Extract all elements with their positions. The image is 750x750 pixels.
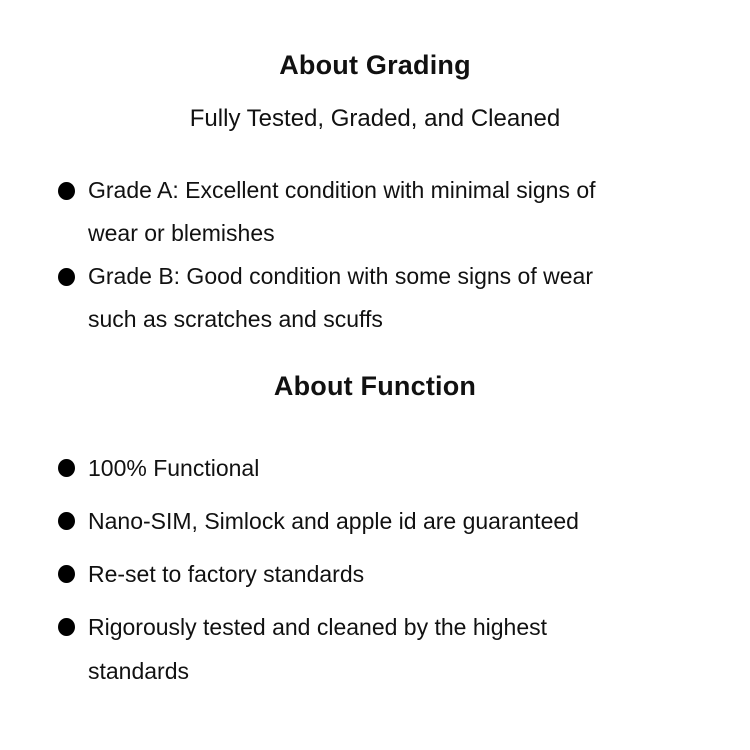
- list-item: [58, 605, 750, 693]
- bullet-icon: [58, 459, 75, 477]
- list-item: [58, 255, 750, 341]
- list-item: [58, 169, 750, 255]
- bullet-icon: [58, 618, 75, 636]
- bullet-icon: [58, 182, 75, 200]
- list-item: [58, 552, 750, 596]
- bullet-icon: [58, 268, 75, 286]
- grading-subtitle: Fully Tested, Graded, and Cleaned: [189, 105, 561, 132]
- bullet-icon: [58, 512, 75, 530]
- function-list: [0, 446, 750, 693]
- grading-list: [0, 169, 750, 341]
- function-item-text: Re-set to factory standards: [88, 561, 365, 587]
- function-item-text: Rigorously tested and cleaned by the highest standards: [88, 614, 548, 684]
- function-item-text: 100% Functional: [88, 455, 260, 481]
- function-section-title: About Function: [273, 371, 477, 401]
- list-item: [58, 499, 750, 543]
- grading-item-text: Grade A: Excellent condition with minimal signs of wear or blemishes: [88, 177, 596, 246]
- bullet-icon: [58, 565, 75, 583]
- grading-item-text: Grade B: Good condition with some signs of wear such as scratches and scuffs: [88, 263, 593, 332]
- list-item: [58, 446, 750, 490]
- function-item-text: Nano-SIM, Simlock and apple id are guaranteed: [88, 508, 579, 534]
- grading-section-title: About Grading: [279, 50, 471, 80]
